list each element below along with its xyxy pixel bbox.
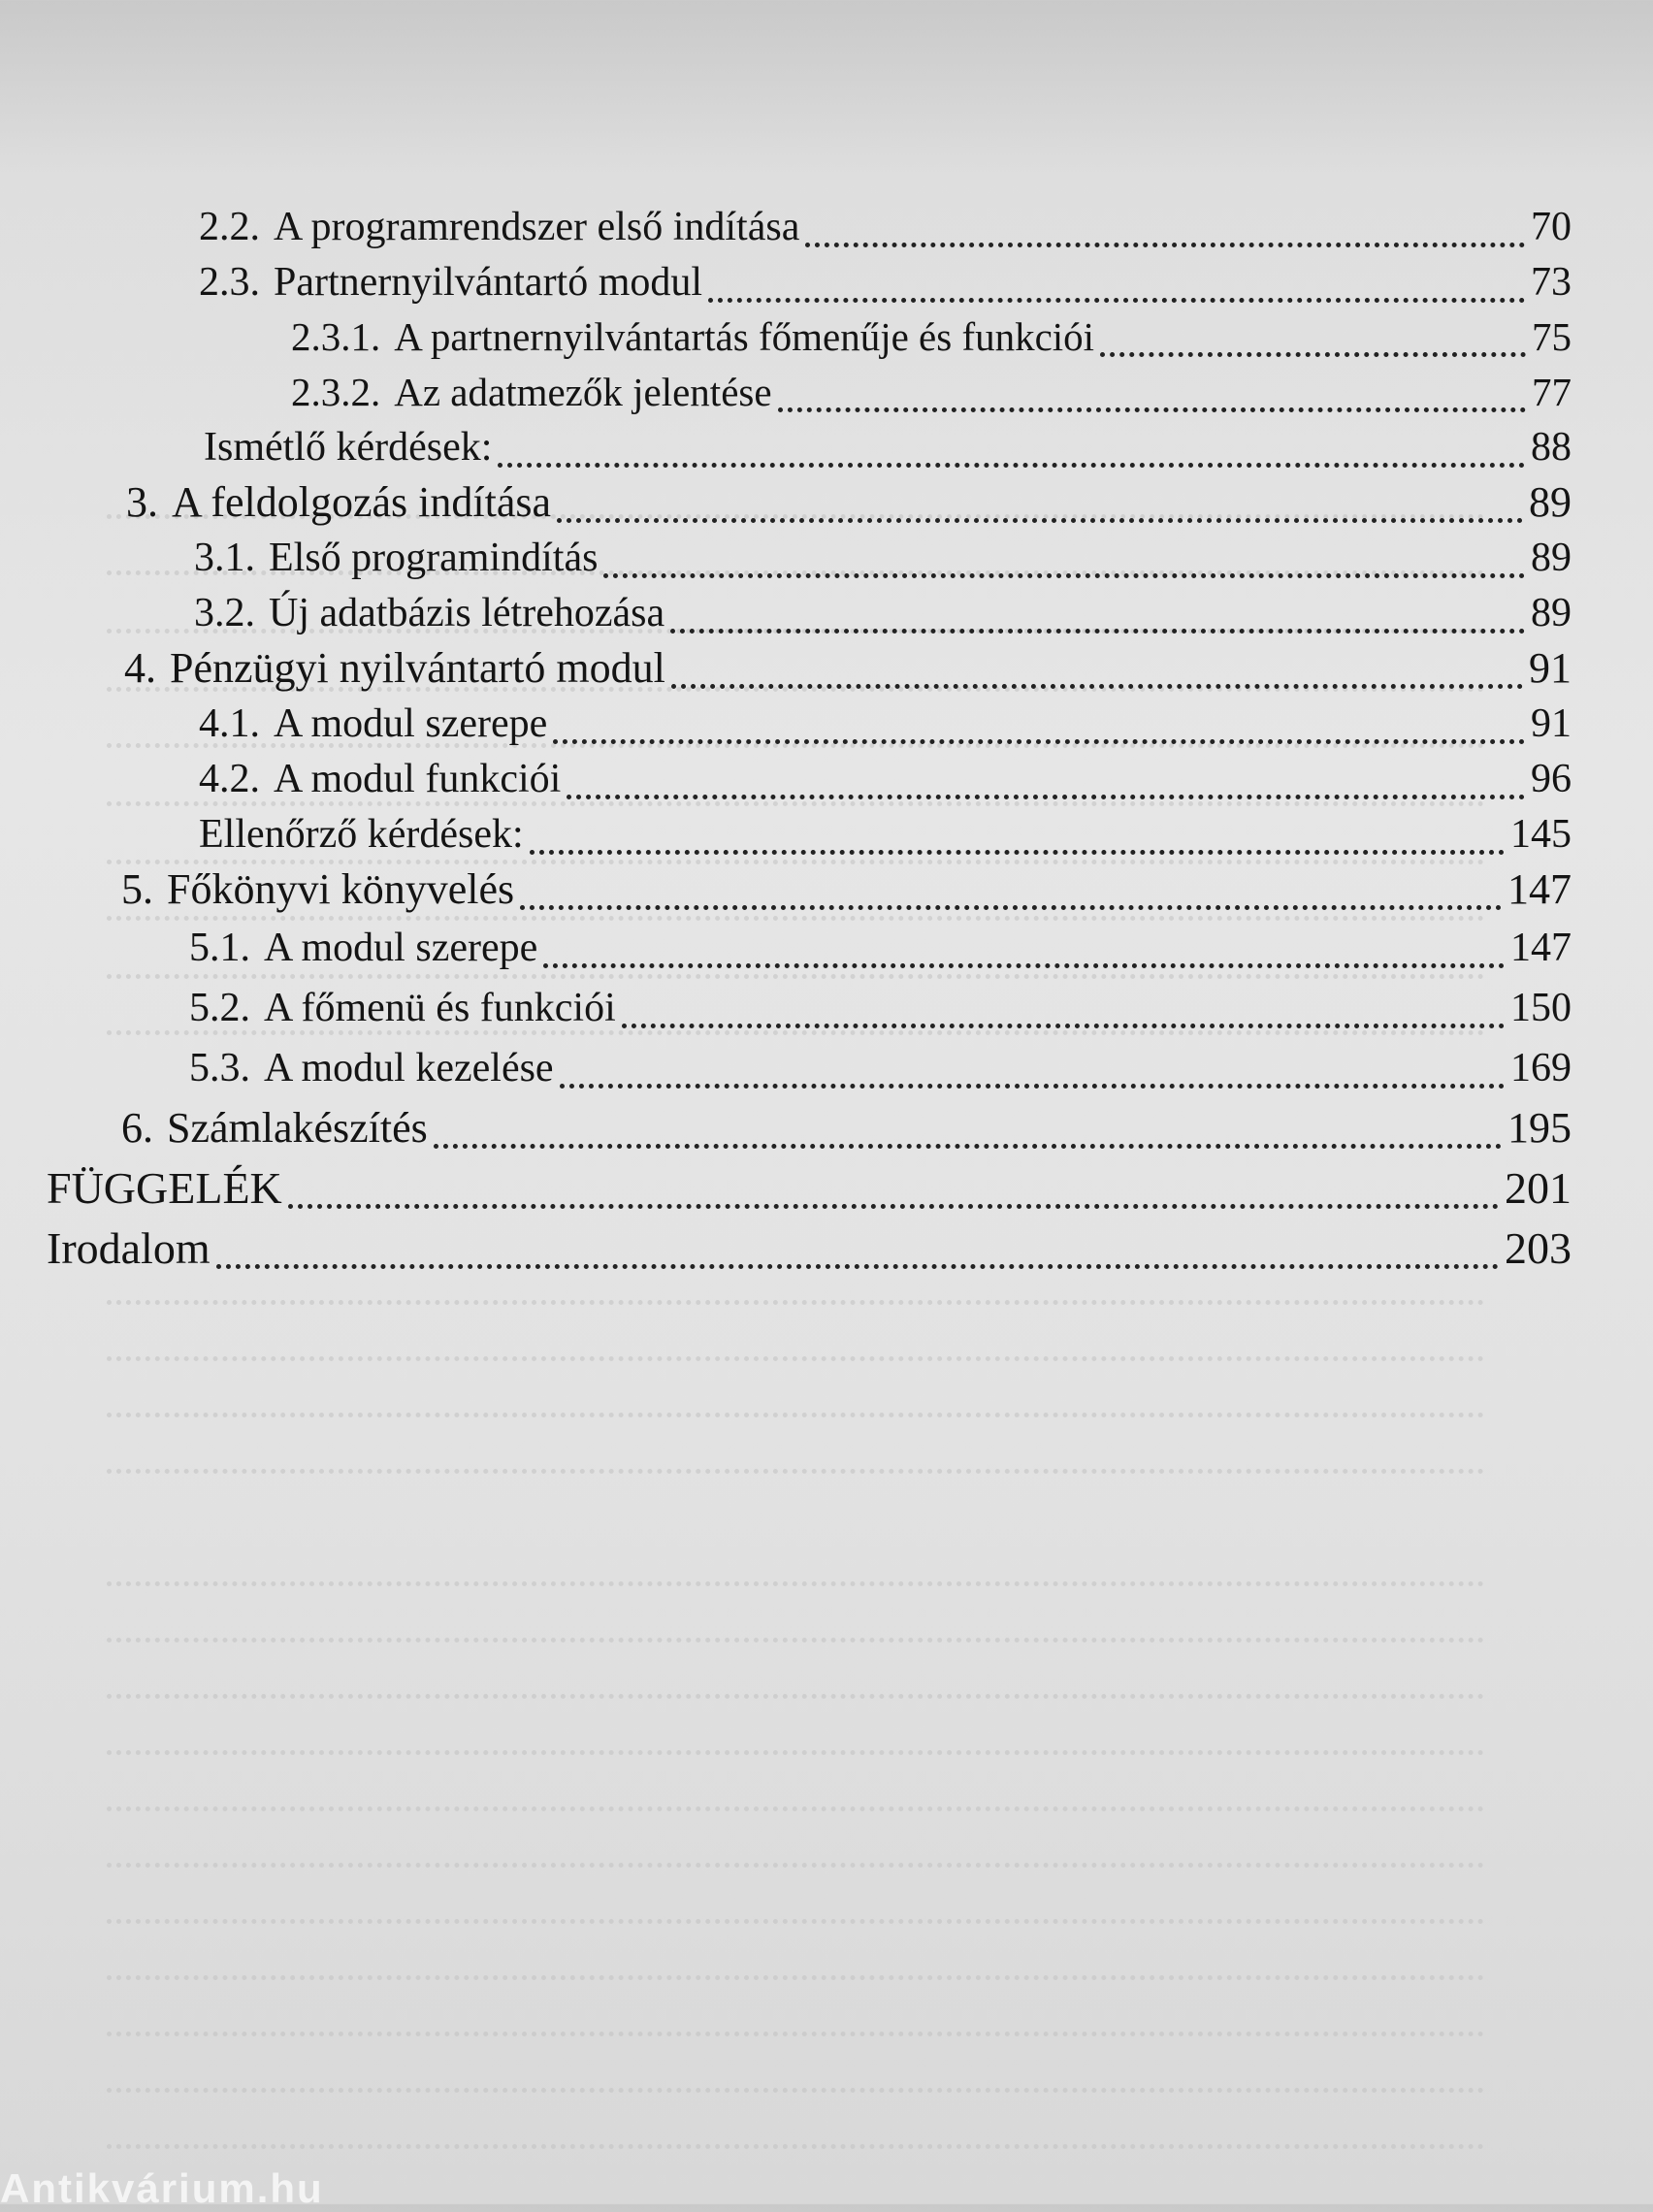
toc-entry-title: Ellenőrző kérdések:	[199, 812, 524, 857]
toc-entry-page-number: 91	[1531, 701, 1572, 746]
dot-leader	[543, 952, 1505, 968]
toc-entry-title: Új adatbázis létrehozása	[269, 591, 665, 635]
toc-entry-page-number: 91	[1529, 644, 1572, 692]
dot-leader	[603, 562, 1525, 578]
toc-entry	[124, 640, 1572, 697]
toc-entry-title: A feldolgozás indítása	[172, 478, 552, 526]
toc-entry-number: 5.1.	[189, 926, 250, 970]
dot-leader	[498, 451, 1525, 468]
toc-entry	[199, 199, 1572, 255]
dot-leader	[708, 286, 1525, 303]
toc-entry-page-number: 70	[1531, 205, 1572, 249]
toc-entry-number: 3.1.	[194, 536, 255, 580]
toc-entry-title: A modul kezelése	[264, 1046, 554, 1090]
toc-entry-page-number: 203	[1505, 1223, 1572, 1273]
toc-entry-number: 4.1.	[199, 701, 260, 746]
toc-entry-page-number: 89	[1531, 591, 1572, 635]
toc-entry-title: A programrendszer első indítása	[274, 205, 800, 249]
toc-entry-title: Első programindítás	[269, 536, 599, 580]
toc-entry	[291, 364, 1572, 420]
dot-leader	[670, 617, 1525, 634]
toc-entry-page-number: 88	[1531, 425, 1572, 470]
dot-leader	[671, 672, 1523, 689]
toc-entry-title: Partnernyilvántartó modul	[274, 260, 703, 305]
toc-entry	[194, 530, 1572, 586]
toc-entry	[189, 980, 1572, 1036]
toc-entry-number: 4.	[124, 644, 156, 692]
toc-entry-page-number: 77	[1532, 370, 1572, 414]
dot-leader	[557, 506, 1523, 523]
dot-leader	[567, 783, 1525, 799]
dot-leader	[520, 894, 1502, 910]
toc-entry	[121, 1100, 1572, 1156]
watermark: Antikvárium.hu	[0, 2165, 324, 2211]
toc-entry	[194, 585, 1572, 641]
dot-leader	[530, 838, 1505, 855]
dot-leader	[434, 1132, 1502, 1149]
toc-entry	[126, 474, 1572, 531]
toc-entry-number: 2.3.2.	[291, 370, 381, 414]
toc-entry	[189, 1040, 1572, 1096]
toc-entry-title: A modul funkciói	[274, 757, 562, 801]
toc-entry-number: 2.2.	[199, 205, 260, 249]
toc-entry-title: A partnernyilvántartás főmenűje és funkciói	[394, 314, 1095, 359]
toc-entry-title: Számlakészítés	[167, 1104, 428, 1152]
toc-entry-title: Főkönyvi könyvelés	[167, 865, 515, 913]
toc-entry-title: A modul szerepe	[264, 926, 538, 970]
toc-entry-title: Az adatmezők jelentése	[394, 370, 772, 414]
toc-entry-page-number: 195	[1507, 1104, 1572, 1152]
toc-entry-title: A modul szerepe	[274, 701, 548, 746]
toc-entry-title: Ismétlő kérdések:	[204, 425, 493, 470]
toc-entry	[121, 862, 1572, 918]
dot-leader	[805, 231, 1525, 247]
toc-entry	[291, 309, 1572, 365]
dot-leader	[622, 1012, 1505, 1028]
toc-entry	[199, 696, 1572, 752]
toc-entry-page-number: 147	[1507, 865, 1572, 913]
toc-entry-number: 6.	[121, 1104, 153, 1152]
toc-entry	[204, 419, 1572, 475]
toc-entry	[47, 1220, 1572, 1277]
dot-leader	[560, 1072, 1505, 1089]
toc-entry-page-number: 75	[1532, 314, 1572, 359]
toc-entry-page-number: 169	[1510, 1046, 1572, 1090]
toc-entry-page-number: 89	[1529, 478, 1572, 526]
toc-entry-title: A főmenü és funkciói	[264, 986, 616, 1030]
toc-entry	[47, 1160, 1572, 1217]
dot-leader	[216, 1252, 1499, 1269]
toc-entry-number: 2.3.	[199, 260, 260, 305]
toc-entry	[189, 920, 1572, 976]
dot-leader	[288, 1192, 1499, 1209]
toc-entry-number: 5.	[121, 865, 153, 913]
toc-entry-number: 5.3.	[189, 1046, 250, 1090]
toc-entry-number: 3.2.	[194, 591, 255, 635]
dot-leader	[1100, 341, 1526, 357]
toc-entry	[199, 806, 1572, 862]
toc-entry-title: Pénzügyi nyilvántartó modul	[170, 644, 665, 692]
toc-entry-title: Irodalom	[47, 1223, 211, 1273]
toc-entry-number: 5.2.	[189, 986, 250, 1030]
dot-leader	[778, 396, 1526, 412]
toc-entry-number: 3.	[126, 478, 158, 526]
toc-entry-page-number: 89	[1531, 536, 1572, 580]
toc-entry-page-number: 96	[1531, 757, 1572, 801]
toc-entry-page-number: 147	[1510, 926, 1572, 970]
toc-entry-title: FÜGGELÉK	[47, 1163, 282, 1213]
toc-entry-number: 2.3.1.	[291, 314, 381, 359]
toc-entry-page-number: 73	[1531, 260, 1572, 305]
toc-entry-page-number: 201	[1505, 1163, 1572, 1213]
dot-leader	[553, 728, 1525, 744]
toc-entry	[199, 751, 1572, 807]
toc-entry-page-number: 150	[1510, 986, 1572, 1030]
toc-entry-number: 4.2.	[199, 757, 260, 801]
toc-entry-page-number: 145	[1510, 812, 1572, 857]
toc-entry	[199, 254, 1572, 310]
